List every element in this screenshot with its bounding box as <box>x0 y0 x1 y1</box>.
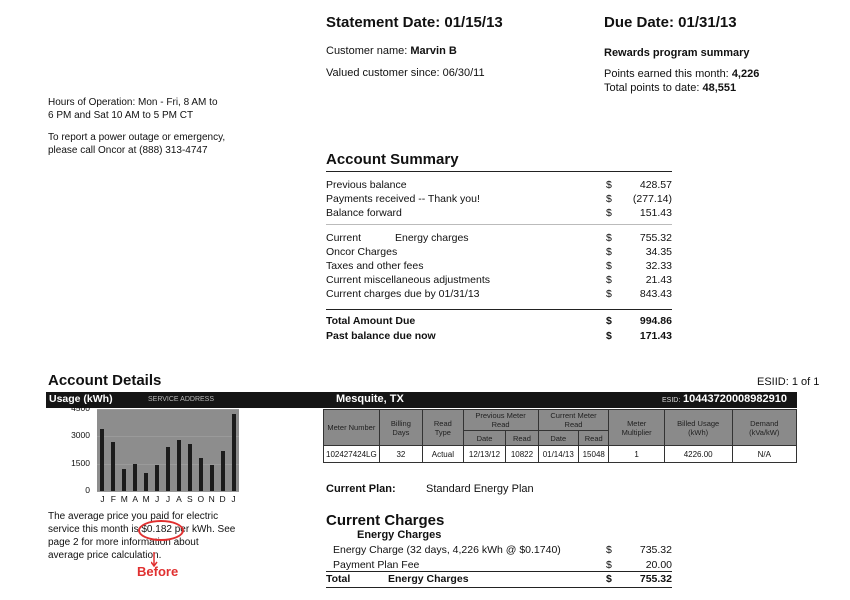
x-tick-label: S <box>187 494 193 504</box>
usage-bar <box>100 429 104 491</box>
price-note-line-2b: per kWh. See <box>174 524 236 535</box>
charges-total-sublabel: Energy Charges <box>388 573 469 585</box>
charges-bottom-rule <box>326 587 672 588</box>
usage-bar <box>111 442 115 491</box>
charges-total-rule <box>326 571 672 572</box>
hours-line-2: 6 PM and Sat 10 AM to 5 PM CT <box>48 110 194 121</box>
x-tick-label: A <box>176 494 182 504</box>
chart-gridline <box>97 436 239 437</box>
charges-total-label: Total <box>326 573 351 585</box>
chart-gridline <box>97 409 239 410</box>
past-due-row <box>326 330 672 344</box>
x-tick-label: J <box>231 494 236 504</box>
summary-row <box>326 193 672 207</box>
usage-label: Usage (kWh) <box>49 393 113 405</box>
charge-currency: $ <box>606 559 612 571</box>
x-tick-label: M <box>120 494 128 504</box>
total-due-currency: $ <box>606 315 612 327</box>
usage-bar <box>188 444 192 491</box>
usage-bar <box>199 458 203 491</box>
y-tick-label: 1500 <box>71 457 90 468</box>
usage-bar <box>133 464 137 491</box>
row-currency: $ <box>606 179 612 191</box>
row-currency: $ <box>606 207 612 219</box>
charge-amount: 20.00 <box>645 559 672 571</box>
meter-cell: 32 <box>379 446 422 463</box>
charge-row <box>326 544 672 558</box>
usage-bar <box>122 469 126 491</box>
customer-name: Marvin B <box>410 45 457 57</box>
total-due-label: Total Amount Due <box>326 315 416 327</box>
x-tick-label: F <box>110 494 116 504</box>
charge-label: Energy Charge (32 days, 4,226 kWh @ $0.1740) <box>333 544 561 556</box>
points-total-line <box>604 82 736 94</box>
past-due-label: Past balance due now <box>326 330 436 342</box>
meter-cell: 15048 <box>578 446 609 463</box>
row-label: Balance forward <box>326 207 402 219</box>
x-tick-label: N <box>208 494 215 504</box>
row-label: Current charges due by 01/31/13 <box>326 288 480 300</box>
usage-bar <box>232 414 236 491</box>
price-note-line-3: page 2 for more information about <box>48 537 199 548</box>
summary-row <box>326 260 672 274</box>
meter-cell: N/A <box>732 446 796 463</box>
x-tick-label: J <box>100 494 105 504</box>
hours-line-1: Hours of Operation: Mon - Fri, 8 AM to <box>48 97 218 108</box>
total-due-amount: 994.86 <box>639 315 672 327</box>
row-amount: 21.43 <box>645 274 672 286</box>
meter-header: Current Meter Read <box>538 410 609 431</box>
charges-total-row <box>326 573 672 587</box>
row-label: Taxes and other fees <box>326 260 424 272</box>
meter-cell: Actual <box>423 446 464 463</box>
energy-charges-subtitle: Energy Charges <box>357 529 442 541</box>
row-amount: 151.43 <box>639 207 672 219</box>
charges-total-amount: 755.32 <box>639 573 672 585</box>
usage-bar <box>210 465 214 491</box>
service-city: Mesquite, TX <box>336 393 404 405</box>
row-amount: (277.14) <box>632 193 672 205</box>
esiid-number: 10443720008982910 <box>683 393 788 405</box>
usage-bar <box>166 447 170 491</box>
summary-row <box>326 179 672 193</box>
usage-bar <box>155 465 159 491</box>
meter-subheader: Date <box>538 431 578 446</box>
charge-amount: 735.32 <box>639 544 672 556</box>
customer-name-label: Customer name: <box>326 45 408 57</box>
row-amount: 428.57 <box>639 179 672 191</box>
points-month-label: Points earned this month: <box>604 68 729 80</box>
charge-currency: $ <box>606 544 612 556</box>
outage-info <box>48 131 225 157</box>
meter-cell: 01/14/13 <box>538 446 578 463</box>
meter-cell: 4226.00 <box>664 446 732 463</box>
meter-header: Meter Multiplier <box>609 410 664 446</box>
row-amount: 34.35 <box>645 246 672 258</box>
usage-bar <box>177 440 181 491</box>
customer-name-line <box>326 45 457 57</box>
summary-top-rule <box>326 171 672 172</box>
esiid-count: ESIID: 1 of 1 <box>757 376 820 388</box>
outage-line-1: To report a power outage or emergency, <box>48 132 226 143</box>
meter-subheader: Read <box>578 431 609 446</box>
row-currency: $ <box>606 246 612 258</box>
row-amount: 843.43 <box>639 288 672 300</box>
meter-subheader: Read <box>506 431 538 446</box>
meter-subheader: Date <box>463 431 506 446</box>
row-currency: $ <box>606 274 612 286</box>
summary-row <box>326 288 672 302</box>
past-due-amount: 171.43 <box>639 330 672 342</box>
meter-cell: 12/13/12 <box>463 446 506 463</box>
account-summary-title: Account Summary <box>326 151 459 168</box>
statement-date: Statement Date: 01/15/13 <box>326 14 503 31</box>
row-amount: 755.32 <box>639 232 672 244</box>
meter-header: Previous Meter Read <box>463 410 538 431</box>
points-month: 4,226 <box>731 68 760 80</box>
x-tick-label: O <box>197 494 205 504</box>
summary-row <box>326 207 672 221</box>
points-month-line <box>604 68 759 80</box>
total-due-row <box>326 315 672 329</box>
meter-cell: 102427424LG <box>324 446 380 463</box>
meter-header: Demand (kVa/kW) <box>732 410 796 446</box>
price-highlight-circle <box>138 520 184 541</box>
x-tick-label: J <box>154 494 160 504</box>
chart-gridline <box>97 491 239 492</box>
price-note-line-2a: service this month is <box>48 524 139 535</box>
meter-table <box>323 409 797 463</box>
row-label: Previous balance <box>326 179 407 191</box>
row-sublabel: Energy charges <box>395 232 469 244</box>
price-note-line-1: The average price you paid for electric <box>48 511 219 522</box>
meter-header: Meter Number <box>324 410 380 446</box>
x-tick-label: D <box>219 494 226 504</box>
meter-header: Billing Days <box>379 410 422 446</box>
row-currency: $ <box>606 288 612 300</box>
row-currency: $ <box>606 232 612 244</box>
meter-header: Billed Usage (kWh) <box>664 410 732 446</box>
service-address-label: SERVICE ADDRESS <box>148 396 215 403</box>
row-currency: $ <box>606 193 612 205</box>
customer-since: Valued customer since: 06/30/11 <box>326 67 485 79</box>
current-charges-title: Current Charges <box>326 512 445 529</box>
summary-total-rule <box>326 309 672 310</box>
table-row <box>324 446 797 463</box>
hours-of-operation <box>48 96 218 122</box>
row-label: Payments received -- Thank you! <box>326 193 480 205</box>
x-tick-label: J <box>165 494 171 504</box>
row-currency: $ <box>606 260 612 272</box>
points-total: 48,551 <box>702 82 737 94</box>
y-tick-label: 4500 <box>71 403 90 413</box>
meter-header: Read Type <box>423 410 464 446</box>
outage-line-2: please call Oncor at (888) 313-4747 <box>48 145 208 156</box>
y-tick-label: 0 <box>85 485 90 495</box>
x-tick-label: M <box>142 494 150 504</box>
row-label: Current <box>326 232 362 244</box>
row-amount: 32.33 <box>645 260 672 272</box>
price-note-line-4: average price calculation. <box>48 550 162 561</box>
usage-bar <box>144 473 148 491</box>
account-details-title: Account Details <box>48 372 162 389</box>
y-tick-label: 3000 <box>71 430 90 441</box>
usage-bar <box>221 451 225 491</box>
due-date: Due Date: 01/31/13 <box>604 14 737 31</box>
summary-mid-rule <box>326 224 672 225</box>
meter-cell: 10822 <box>506 446 538 463</box>
average-price: $0.182 <box>141 524 172 535</box>
current-plan-label: Current Plan: <box>326 483 396 495</box>
summary-row <box>326 246 672 260</box>
summary-row <box>326 232 672 246</box>
meter-cell: 1 <box>609 446 664 463</box>
row-label: Oncor Charges <box>326 246 398 258</box>
past-due-currency: $ <box>606 330 612 342</box>
charge-label: Payment Plan Fee <box>333 559 420 571</box>
points-total-label: Total points to date: <box>604 82 700 94</box>
x-tick-label: A <box>132 494 139 504</box>
charges-total-currency: $ <box>606 573 612 585</box>
row-label: Current miscellaneous adjustments <box>326 274 490 286</box>
esiid-label: ESID: <box>662 397 681 404</box>
rewards-title: Rewards program summary <box>604 47 750 59</box>
summary-row <box>326 274 672 288</box>
before-annotation: Before <box>137 564 179 579</box>
current-plan-value: Standard Energy Plan <box>426 483 534 495</box>
